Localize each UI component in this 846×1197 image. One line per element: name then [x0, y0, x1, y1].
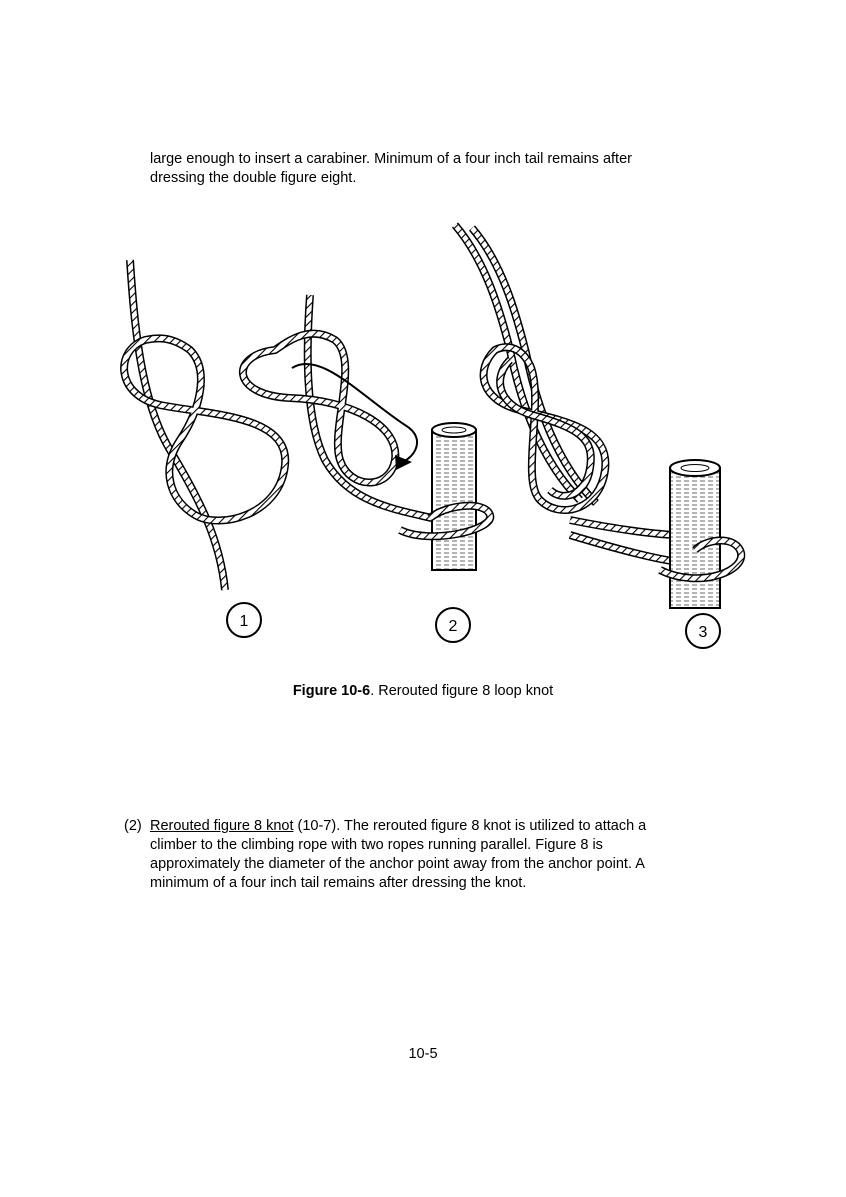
item-term: Rerouted figure 8 knot: [150, 818, 294, 834]
text-line: large enough to insert a carabiner. Minimum of a four inch tail remains after: [150, 151, 632, 167]
text-line: minimum of a four inch tail remains after dressing the knot.: [150, 875, 527, 891]
figure-caption-text: . Rerouted figure 8 loop knot: [370, 683, 554, 699]
post-3: [660, 460, 741, 608]
panel-2-knot: [243, 295, 440, 520]
text-line: climber to the climbing rope with two ropes running parallel. Figure 8 is: [150, 837, 603, 853]
svg-text:3: 3: [698, 624, 708, 641]
paragraph-rerouted-figure-8: [124, 817, 744, 893]
paragraph-carabiner: [150, 150, 750, 188]
page-number: 10-5: [408, 1046, 438, 1062]
panel-label-3: [686, 614, 720, 648]
figure-caption: [0, 683, 846, 699]
svg-text:2: 2: [448, 618, 458, 635]
text-line: (10-7). The rerouted figure 8 knot is utilized to attach a: [293, 818, 647, 834]
panel-label-1: [227, 603, 261, 637]
text-line: approximately the diameter of the anchor point away from the anchor point. A: [150, 856, 645, 872]
figure-caption-label: Figure 10-6: [292, 683, 371, 699]
post-2: [400, 423, 490, 570]
item-number: (2): [124, 818, 142, 834]
text-line: dressing the double figure eight.: [150, 170, 357, 186]
svg-text:1: 1: [239, 613, 249, 630]
panel-1-knot: [124, 260, 285, 590]
panel-label-2: [436, 608, 470, 642]
rerouted-figure-8-illustration: [100, 200, 760, 670]
